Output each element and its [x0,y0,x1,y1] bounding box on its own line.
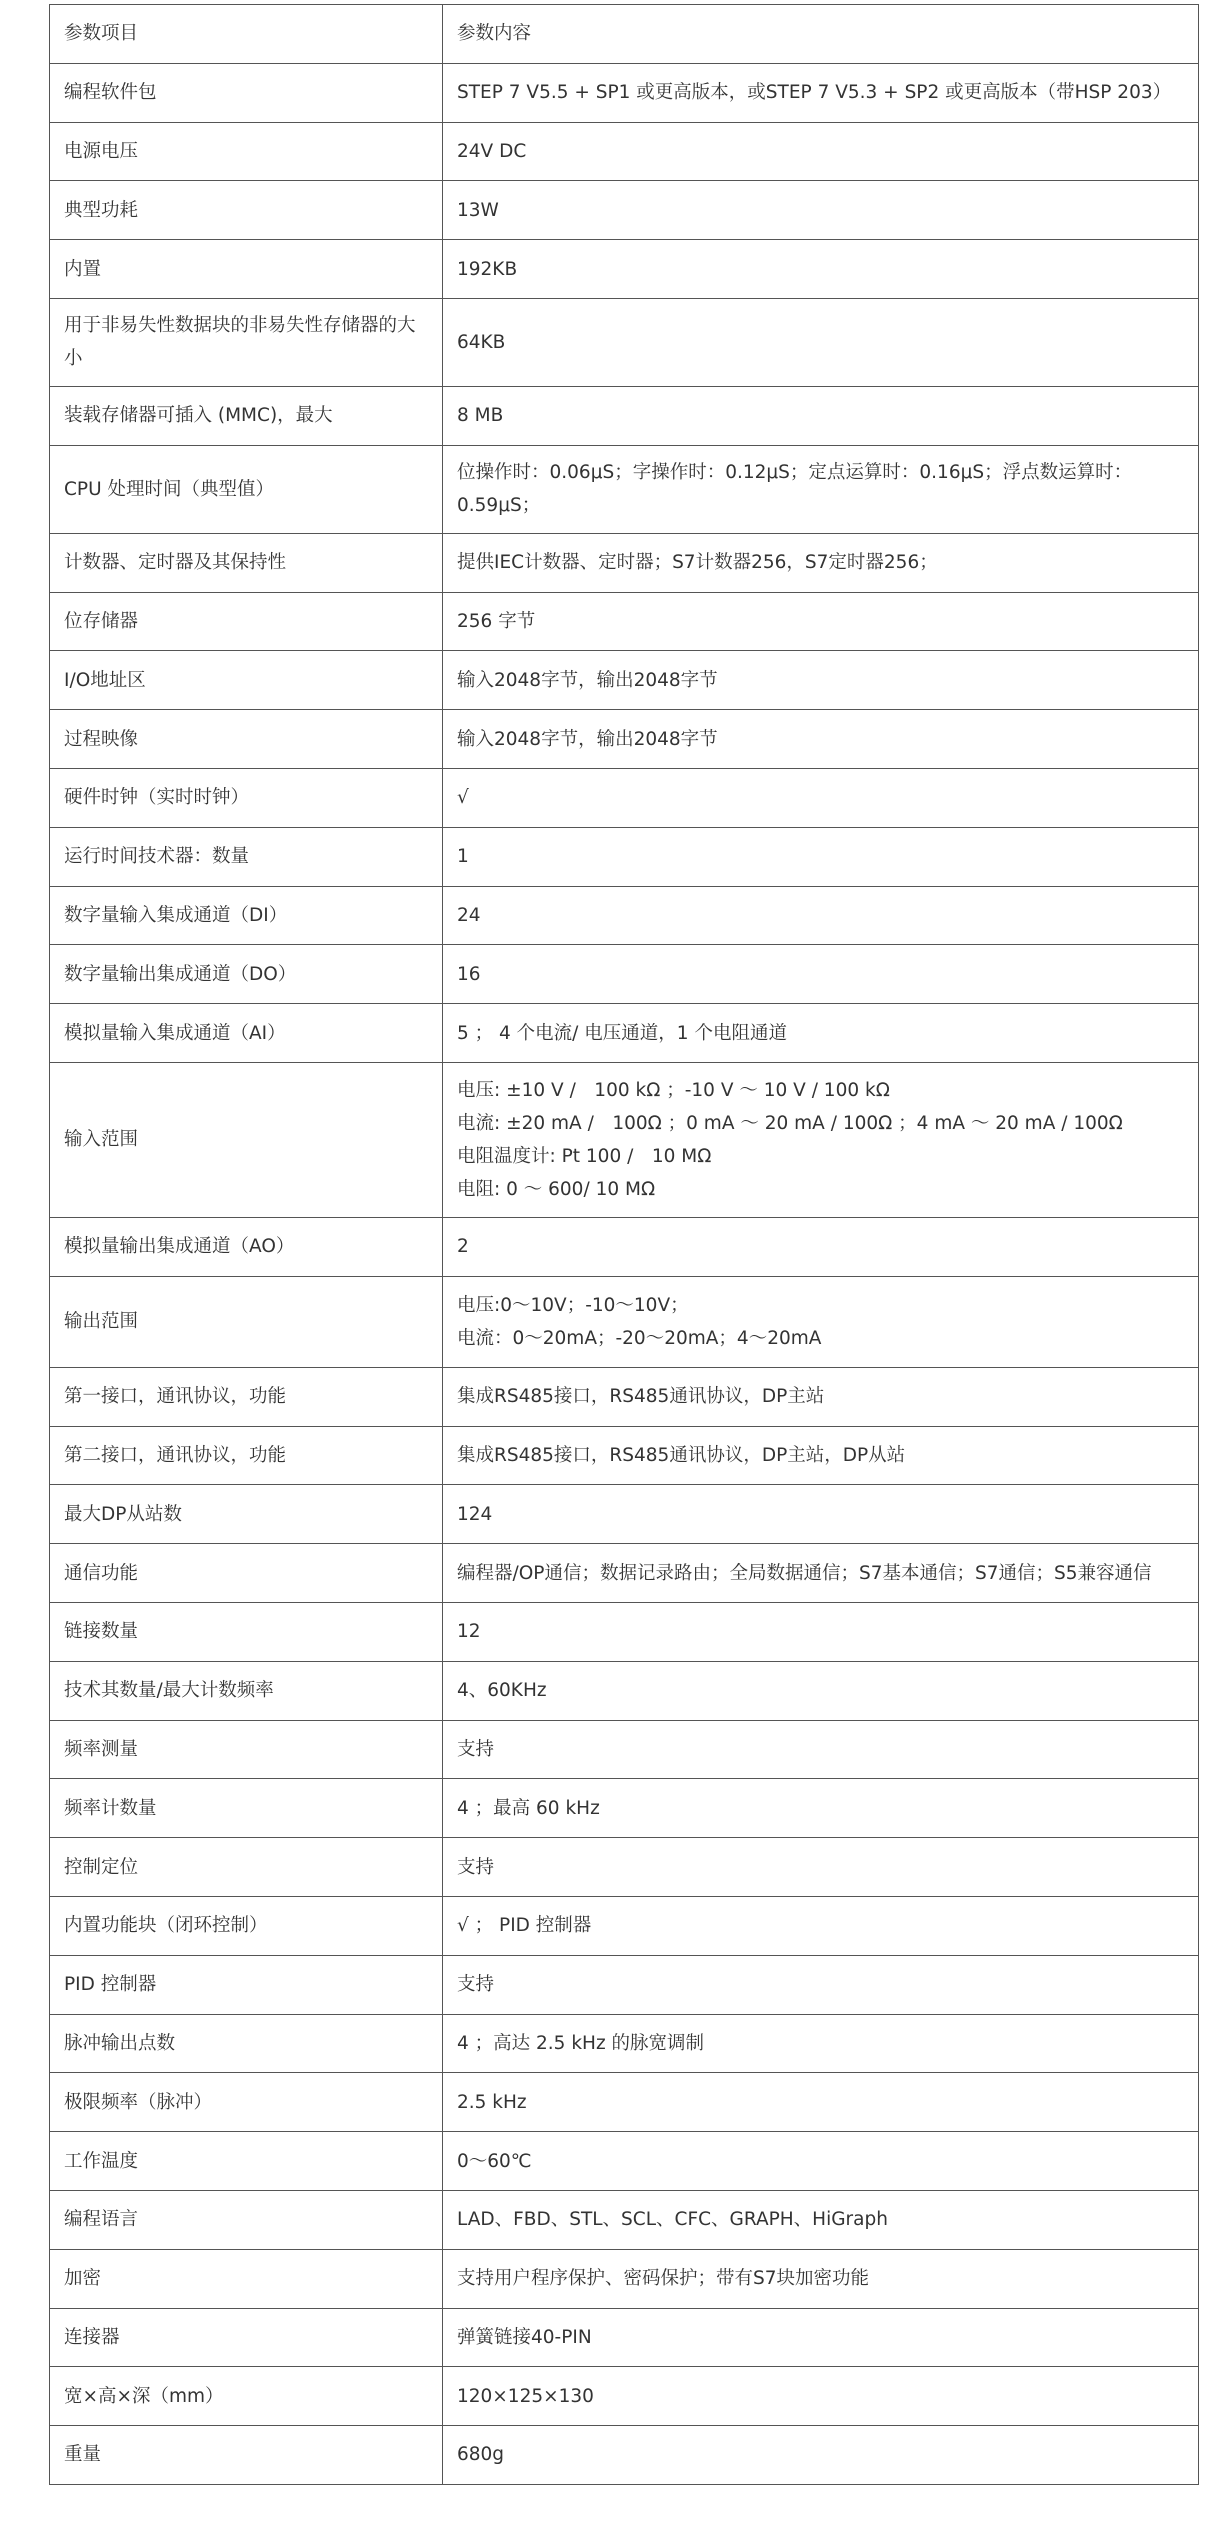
param-value: 弹簧链接40-PIN [443,2308,1199,2367]
table-row [50,1426,1199,1485]
param-name: 装载存储器可插入 (MMC)，最大 [50,386,443,445]
table-row [50,2249,1199,2308]
table-row [50,298,1199,386]
param-value: 24V DC [443,122,1199,181]
param-name: 技术其数量/最大计数频率 [50,1661,443,1720]
param-value: 192KB [443,240,1199,299]
param-value: 13W [443,181,1199,240]
param-name: 计数器、定时器及其保持性 [50,533,443,592]
table-row [50,651,1199,710]
param-name: 加密 [50,2249,443,2308]
param-name: CPU 处理时间（典型值） [50,445,443,533]
param-value: 集成RS485接口，RS485通讯协议，DP主站 [443,1367,1199,1426]
table-row [50,445,1199,533]
table-row [50,2367,1199,2426]
param-value: 1 [443,827,1199,886]
param-name: 编程软件包 [50,63,443,122]
param-name: 内置功能块（闭环控制） [50,1896,443,1955]
param-value [443,1276,1199,1367]
param-name: 典型功耗 [50,181,443,240]
param-value: 支持用户程序保护、密码保护；带有S7块加密功能 [443,2249,1199,2308]
param-value: 位操作时：0.06μS；字操作时：0.12μS；定点运算时：0.16μS；浮点数运算时：0.59μS； [443,445,1199,533]
table-row [50,1367,1199,1426]
param-name: 输入范围 [50,1062,443,1217]
param-value: 12 [443,1602,1199,1661]
param-value: 8 MB [443,386,1199,445]
param-name: 极限频率（脉冲） [50,2073,443,2132]
table-row [50,886,1199,945]
param-value-line: 电压:0～10V；-10～10V； [457,1294,689,1316]
table-row [50,2014,1199,2073]
param-value: 输入2048字节，输出2048字节 [443,710,1199,769]
param-value: 2.5 kHz [443,2073,1199,2132]
param-value: 124 [443,1485,1199,1544]
table-row [50,63,1199,122]
param-value: 4 ；最高 60 kHz [443,1779,1199,1838]
param-name: I/O地址区 [50,651,443,710]
table-row [50,827,1199,886]
param-value [443,1062,1199,1217]
table-row [50,1485,1199,1544]
param-name: 第一接口，通讯协议，功能 [50,1367,443,1426]
param-value: 680g [443,2426,1199,2485]
param-value-line: 电阻温度计: Pt 100 / 10 MΩ [457,1145,712,1167]
param-name: 脉冲输出点数 [50,2014,443,2073]
table-row [50,1720,1199,1779]
param-name: 最大DP从站数 [50,1485,443,1544]
header-item: 参数项目 [50,5,443,64]
table-row [50,181,1199,240]
param-value-line: 电压: ±10 V / 100 kΩ ；-10 V ～ 10 V / 100 kΩ [457,1079,890,1101]
table-row [50,386,1199,445]
table-row [50,1004,1199,1063]
table-row [50,710,1199,769]
param-value: 支持 [443,1838,1199,1897]
param-name: 内置 [50,240,443,299]
param-name: 模拟量输出集成通道（AO） [50,1217,443,1276]
param-name: 数字量输入集成通道（DI） [50,886,443,945]
param-value: 256 字节 [443,592,1199,651]
table-row [50,1217,1199,1276]
spec-table [49,4,1199,2485]
param-value: 24 [443,886,1199,945]
param-value: 4、60KHz [443,1661,1199,1720]
param-value: 16 [443,945,1199,1004]
param-name: 宽×高×深（mm） [50,2367,443,2426]
param-value-line: 电流：0～20mA；-20～20mA；4～20mA [457,1327,822,1349]
spec-table-body [50,5,1199,2485]
param-name: 频率测量 [50,1720,443,1779]
table-row [50,1955,1199,2014]
param-value: 4 ；高达 2.5 kHz 的脉宽调制 [443,2014,1199,2073]
param-value: 提供IEC计数器、定时器；S7计数器256，S7定时器256； [443,533,1199,592]
param-value: √ ； PID 控制器 [443,1896,1199,1955]
header-content: 参数内容 [443,5,1199,64]
param-value: 2 [443,1217,1199,1276]
table-row [50,1062,1199,1217]
param-value: 120×125×130 [443,2367,1199,2426]
table-row [50,1779,1199,1838]
param-name: 位存储器 [50,592,443,651]
param-name: 编程语言 [50,2190,443,2249]
param-name: PID 控制器 [50,1955,443,2014]
param-value: √ [443,768,1199,827]
param-name: 模拟量输入集成通道（AI） [50,1004,443,1063]
param-value: 64KB [443,298,1199,386]
param-name: 控制定位 [50,1838,443,1897]
param-name: 电源电压 [50,122,443,181]
param-name: 运行时间技术器：数量 [50,827,443,886]
param-value: 支持 [443,1955,1199,2014]
param-value: 编程器/OP通信；数据记录路由；全局数据通信；S7基本通信；S7通信；S5兼容通信 [443,1544,1199,1603]
param-name: 硬件时钟（实时时钟） [50,768,443,827]
param-name: 用于非易失性数据块的非易失性存储器的大小 [50,298,443,386]
param-name: 数字量输出集成通道（DO） [50,945,443,1004]
param-name: 频率计数量 [50,1779,443,1838]
param-value: 0～60℃ [443,2132,1199,2191]
table-row [50,1276,1199,1367]
table-row [50,592,1199,651]
table-row [50,2132,1199,2191]
param-name: 重量 [50,2426,443,2485]
table-row [50,240,1199,299]
table-row [50,122,1199,181]
param-name: 连接器 [50,2308,443,2367]
table-row [50,945,1199,1004]
param-name: 链接数量 [50,1602,443,1661]
table-row [50,2308,1199,2367]
param-value: LAD、FBD、STL、SCL、CFC、GRAPH、HiGraph [443,2190,1199,2249]
table-row [50,1602,1199,1661]
param-value: 输入2048字节，输出2048字节 [443,651,1199,710]
param-value: 支持 [443,1720,1199,1779]
param-name: 通信功能 [50,1544,443,1603]
table-row [50,768,1199,827]
table-header-row [50,5,1199,64]
param-name: 过程映像 [50,710,443,769]
table-row [50,1544,1199,1603]
param-value: 集成RS485接口，RS485通讯协议，DP主站，DP从站 [443,1426,1199,1485]
table-row [50,2426,1199,2485]
param-value: STEP 7 V5.5 + SP1 或更高版本，或STEP 7 V5.3 + SP2 或更高版本（带HSP 203） [443,63,1199,122]
table-row [50,1896,1199,1955]
table-row [50,2073,1199,2132]
table-row [50,2190,1199,2249]
param-name: 工作温度 [50,2132,443,2191]
table-row [50,1838,1199,1897]
param-value-line: 电阻: 0 ～ 600/ 10 MΩ [457,1178,656,1200]
table-row [50,533,1199,592]
param-name: 输出范围 [50,1276,443,1367]
param-value-line: 电流: ±20 mA / 100Ω ；0 mA ～ 20 mA / 100Ω ；4 mA ～ 20 mA / 100Ω [457,1112,1123,1134]
table-row [50,1661,1199,1720]
param-value: 5 ； 4 个电流/ 电压通道，1 个电阻通道 [443,1004,1199,1063]
param-name: 第二接口，通讯协议，功能 [50,1426,443,1485]
